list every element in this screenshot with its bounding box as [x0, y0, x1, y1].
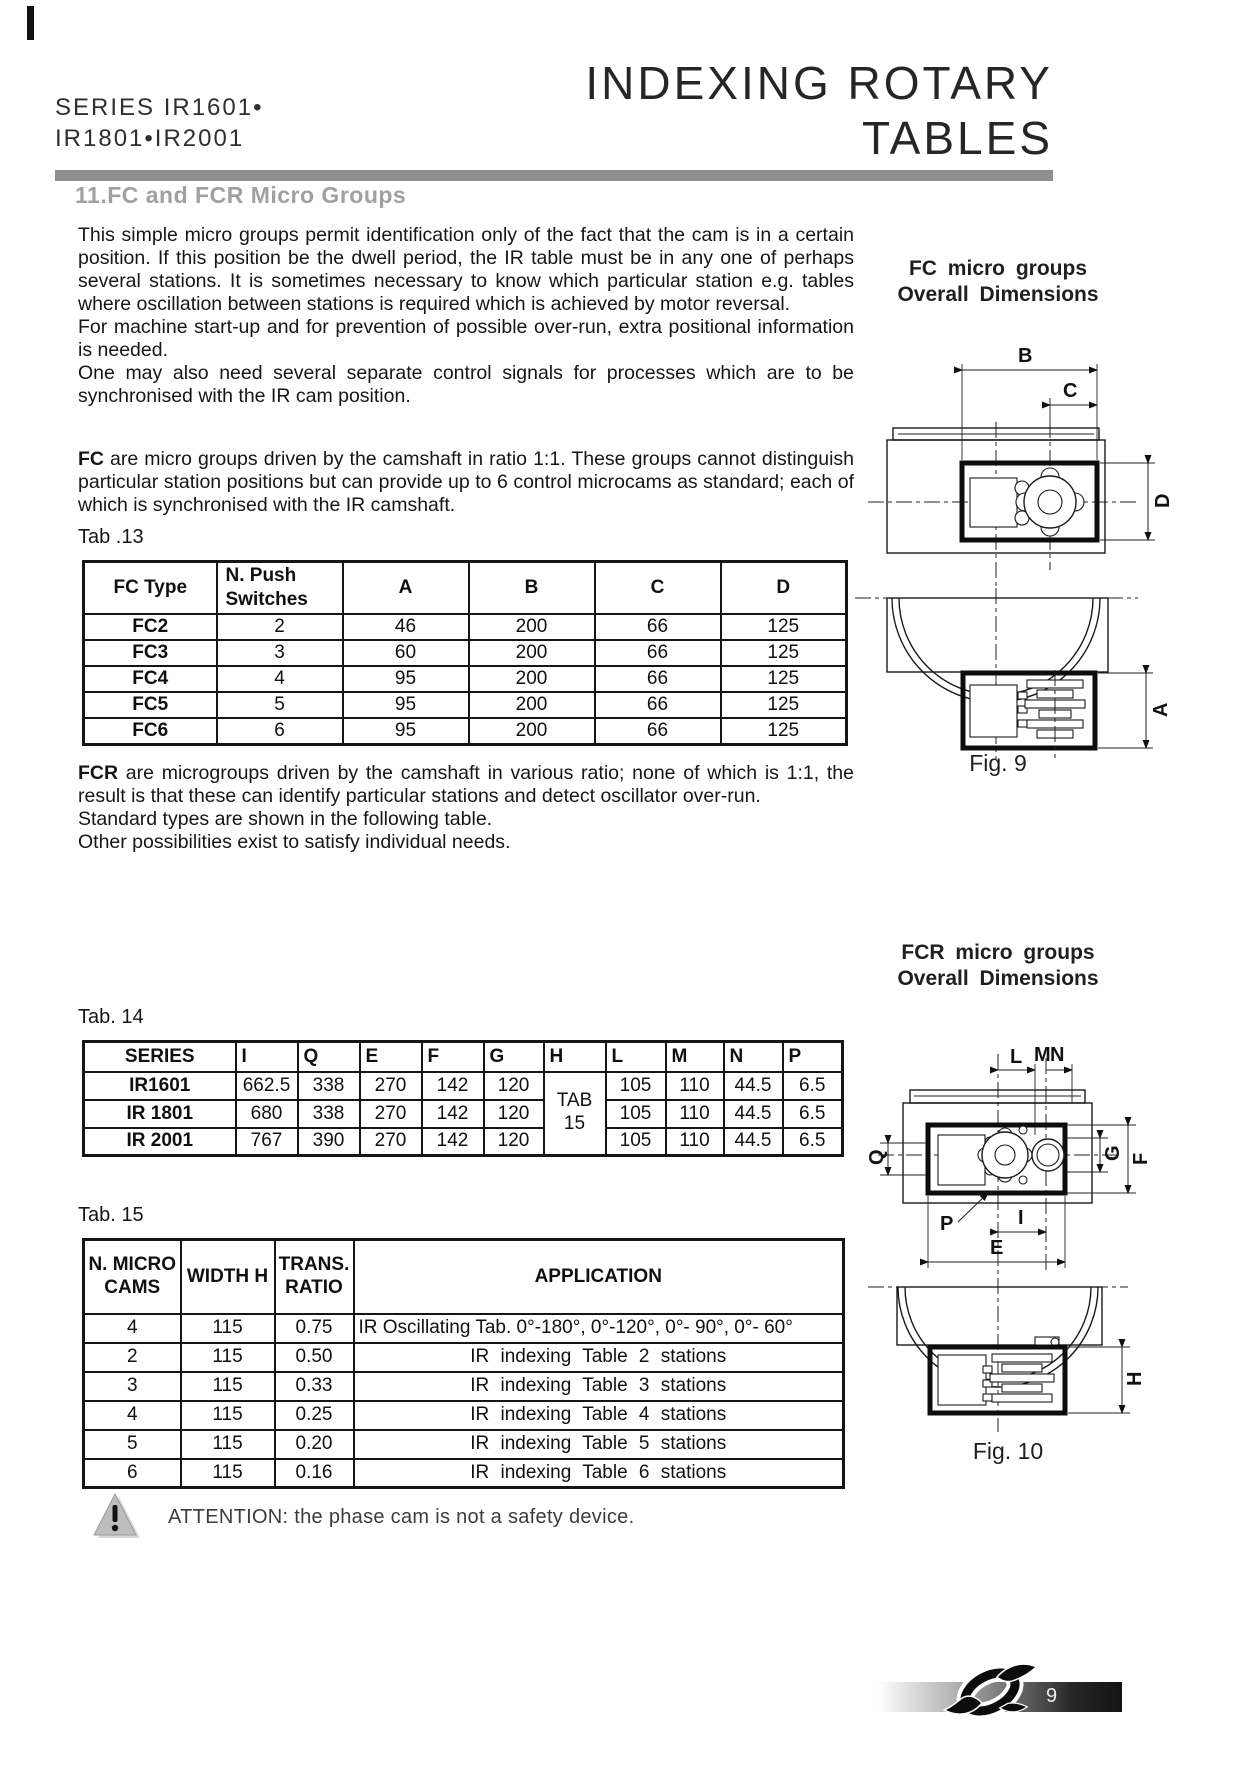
data-cell: 115: [181, 1343, 275, 1372]
data-cell: FC3: [84, 640, 217, 666]
header-cell: FC Type: [84, 562, 217, 614]
table-row: [84, 1100, 843, 1128]
table-row: [84, 692, 847, 718]
data-cell: 105: [606, 1072, 666, 1100]
section-heading: 11.FC and FCR Micro Groups: [75, 182, 407, 208]
header-cell: N: [724, 1042, 783, 1072]
data-cell: 5: [84, 1430, 181, 1459]
data-cell: 0.16: [275, 1459, 354, 1488]
fig10-heading: [858, 940, 1138, 992]
data-cell: 6: [217, 718, 343, 745]
paragraph: [78, 762, 854, 808]
data-cell: IR indexing Table 5 stations: [354, 1430, 844, 1459]
header-cell: L: [606, 1042, 666, 1072]
paragraph: One may also need several separate control signals for processes which are to be synchronised with the IR cam position.: [78, 362, 854, 407]
table-header-row: [84, 1042, 843, 1072]
data-cell: 110: [666, 1072, 724, 1100]
fig9-heading-line1: FC micro groups: [908, 257, 1087, 280]
data-cell: 105: [606, 1128, 666, 1156]
data-cell: 115: [181, 1401, 275, 1430]
data-cell: 270: [360, 1128, 422, 1156]
paragraph: Standard types are shown in the following table.: [78, 808, 493, 830]
dim-label-i: I: [1018, 1207, 1024, 1229]
header-cell: A: [343, 562, 469, 614]
series-line1: SERIES IR1601•: [55, 94, 264, 121]
data-cell: 0.75: [275, 1314, 354, 1343]
data-cell: 2: [217, 614, 343, 640]
data-cell: 120: [484, 1100, 544, 1128]
tab14-label: Tab. 14: [78, 1006, 144, 1028]
data-cell: FC6: [84, 718, 217, 745]
data-cell: 5: [217, 692, 343, 718]
header-cell: I: [236, 1042, 298, 1072]
data-cell: IR indexing Table 2 stations: [354, 1343, 844, 1372]
data-cell: 200: [469, 692, 595, 718]
series-label: [55, 92, 264, 154]
dim-label-d: D: [1152, 493, 1174, 508]
data-cell: 0.33: [275, 1372, 354, 1401]
header-cell: G: [484, 1042, 544, 1072]
paragraph: For machine start-up and for prevention of possible over-run, extra positional information is needed.: [78, 316, 854, 361]
header-cell: N. Push Switches: [217, 562, 343, 614]
data-cell: 270: [360, 1072, 422, 1100]
data-cell: 120: [484, 1128, 544, 1156]
fc-term: FC: [78, 448, 104, 470]
dim-label-l: L: [1010, 1046, 1023, 1068]
dim-label-c: C: [1063, 380, 1078, 402]
data-cell: IR 1801: [84, 1100, 236, 1128]
data-cell: 142: [422, 1128, 484, 1156]
data-cell: IR 2001: [84, 1128, 236, 1156]
data-cell: 125: [721, 614, 847, 640]
intro-paragraphs: [78, 224, 854, 408]
series-line2: IR1801•IR2001: [55, 125, 245, 152]
data-cell: 200: [469, 640, 595, 666]
data-cell: 142: [422, 1100, 484, 1128]
data-cell: 44.5: [724, 1100, 783, 1128]
data-cell: 44.5: [724, 1128, 783, 1156]
table-row: [84, 614, 847, 640]
table-row: [84, 1128, 843, 1156]
data-cell: FC2: [84, 614, 217, 640]
fcr-body: are microgroups driven by the camshaft in various ratio; none of which is 1:1, the result is that these can identify particular stations and detect oscillator over-run.: [78, 762, 854, 807]
data-cell: 66: [595, 614, 721, 640]
company-logo-icon: [938, 1652, 1042, 1728]
fig10-heading-line2: Overall Dimensions: [897, 967, 1099, 990]
data-cell: 142: [422, 1072, 484, 1100]
header-cell: B: [469, 562, 595, 614]
title-line1: INDEXING ROTARY: [585, 57, 1053, 109]
data-cell: 115: [181, 1459, 275, 1488]
data-cell: 110: [666, 1100, 724, 1128]
dim-label-m: M: [1034, 1044, 1051, 1066]
data-cell: 338: [298, 1100, 360, 1128]
fc-body: are micro groups driven by the camshaft in ratio 1:1. These groups cannot distinguish particular station positions but can provide up to 6 control microcams as standard; each of which is synchronised with the IR camshaft.: [78, 448, 854, 516]
dim-label-e: E: [990, 1237, 1004, 1259]
tab15-label: Tab. 15: [78, 1204, 144, 1226]
fig10-drawing: [850, 1040, 1240, 1438]
data-cell: 200: [469, 666, 595, 692]
header-cell: D: [721, 562, 847, 614]
header-cell: N. MICRO CAMS: [84, 1240, 181, 1314]
data-cell: 200: [469, 718, 595, 745]
data-cell: 6.5: [783, 1072, 843, 1100]
data-cell: IR Oscillating Tab. 0°-180°, 0°-120°, 0°- 90°, 0°- 60°: [354, 1314, 844, 1343]
table-row: [84, 1459, 844, 1488]
dim-label-g: G: [1102, 1145, 1124, 1161]
data-cell: IR indexing Table 3 stations: [354, 1372, 844, 1401]
data-cell: 338: [298, 1072, 360, 1100]
data-cell: 662.5: [236, 1072, 298, 1100]
header-cell: E: [360, 1042, 422, 1072]
data-cell: 6.5: [783, 1100, 843, 1128]
attention-note: ATTENTION: the phase cam is not a safety device.: [168, 1506, 635, 1528]
data-cell: 680: [236, 1100, 298, 1128]
data-cell: 4: [84, 1401, 181, 1430]
data-cell: 66: [595, 640, 721, 666]
data-cell: 200: [469, 614, 595, 640]
fig9-heading: [858, 256, 1138, 308]
header-cell: WIDTH H: [181, 1240, 275, 1314]
dim-label-h: H: [1124, 1371, 1146, 1386]
table-row: [84, 1072, 843, 1100]
header-cell: P: [783, 1042, 843, 1072]
table-row: [84, 718, 847, 745]
data-cell: 115: [181, 1430, 275, 1459]
header-rule: [55, 170, 1053, 181]
data-cell: IR indexing Table 6 stations: [354, 1459, 844, 1488]
header-cell: F: [422, 1042, 484, 1072]
data-cell: IR indexing Table 4 stations: [354, 1401, 844, 1430]
header-cell: H: [544, 1042, 606, 1072]
dim-label-q: Q: [866, 1149, 888, 1165]
data-cell: 2: [84, 1343, 181, 1372]
header-cell: TRANS. RATIO: [275, 1240, 354, 1314]
table-row: [84, 640, 847, 666]
data-cell: 125: [721, 666, 847, 692]
data-cell: 95: [343, 692, 469, 718]
table-header-row: [84, 562, 847, 614]
data-cell: FC5: [84, 692, 217, 718]
merged-tab15-cell: TAB 15: [544, 1072, 606, 1156]
header-cell: M: [666, 1042, 724, 1072]
data-cell: 270: [360, 1100, 422, 1128]
fig10-caption: Fig. 10: [972, 1438, 1044, 1464]
micro-cams-table: [82, 1238, 845, 1489]
fig9-drawing: [850, 330, 1240, 770]
dim-label-a: A: [1150, 702, 1172, 717]
fig10-heading-line1: FCR micro groups: [901, 941, 1095, 964]
header-cell: C: [595, 562, 721, 614]
table-row: [84, 1343, 844, 1372]
warning-triangle-icon: [90, 1492, 142, 1542]
data-cell: 3: [84, 1372, 181, 1401]
tab13-label: Tab .13: [78, 526, 144, 548]
data-cell: 110: [666, 1128, 724, 1156]
table-row: [84, 1314, 844, 1343]
data-cell: 44.5: [724, 1072, 783, 1100]
header-cell: SERIES: [84, 1042, 236, 1072]
data-cell: 95: [343, 718, 469, 745]
data-cell: 125: [721, 692, 847, 718]
data-cell: 66: [595, 718, 721, 745]
data-cell: 6.5: [783, 1128, 843, 1156]
fig9-heading-line2: Overall Dimensions: [897, 283, 1099, 306]
fcr-dimensions-table: [82, 1040, 844, 1157]
data-cell: 767: [236, 1128, 298, 1156]
data-cell: 66: [595, 666, 721, 692]
data-cell: 115: [181, 1314, 275, 1343]
page-title: [585, 56, 1053, 166]
data-cell: 125: [721, 640, 847, 666]
data-cell: 0.20: [275, 1430, 354, 1459]
data-cell: 0.50: [275, 1343, 354, 1372]
fc-dimensions-table: [82, 560, 845, 746]
paragraph: [78, 448, 854, 517]
table-row: [84, 1430, 844, 1459]
data-cell: IR1601: [84, 1072, 236, 1100]
title-line2: TABLES: [862, 112, 1053, 164]
data-cell: 120: [484, 1072, 544, 1100]
table-header-row: [84, 1240, 844, 1314]
print-crop-mark: [27, 6, 34, 40]
dim-label-b: B: [1018, 345, 1033, 367]
fig9-caption: Fig. 9: [969, 750, 1027, 776]
header-cell: Q: [298, 1042, 360, 1072]
dim-label-n: N: [1050, 1044, 1065, 1066]
paragraph: Other possibilities exist to satisfy individual needs.: [78, 831, 511, 853]
dim-label-f: F: [1130, 1152, 1152, 1165]
data-cell: 4: [84, 1314, 181, 1343]
fc-paragraph: [78, 448, 854, 517]
data-cell: 66: [595, 692, 721, 718]
data-cell: 125: [721, 718, 847, 745]
page-number: 9: [1046, 1685, 1059, 1707]
data-cell: 6: [84, 1459, 181, 1488]
data-cell: 95: [343, 666, 469, 692]
data-cell: 46: [343, 614, 469, 640]
data-cell: 60: [343, 640, 469, 666]
data-cell: 4: [217, 666, 343, 692]
table-row: [84, 1372, 844, 1401]
data-cell: 115: [181, 1372, 275, 1401]
paragraph: This simple micro groups permit identification only of the fact that the cam is in a certain position. If this position be the dwell period, the IR table must be in any one of perhaps several stations. It is sometimes necessary to know which particular station e.g. tables where oscillation between stations is required which is achieved by motor reversal.: [78, 224, 854, 315]
fcr-term: FCR: [78, 762, 119, 784]
data-cell: 105: [606, 1100, 666, 1128]
fcr-paragraph: [78, 762, 854, 854]
table-row: [84, 1401, 844, 1430]
dim-label-p: P: [940, 1213, 954, 1235]
table-row: [84, 666, 847, 692]
data-cell: 3: [217, 640, 343, 666]
data-cell: FC4: [84, 666, 217, 692]
data-cell: 0.25: [275, 1401, 354, 1430]
data-cell: 390: [298, 1128, 360, 1156]
header-cell: APPLICATION: [354, 1240, 844, 1314]
